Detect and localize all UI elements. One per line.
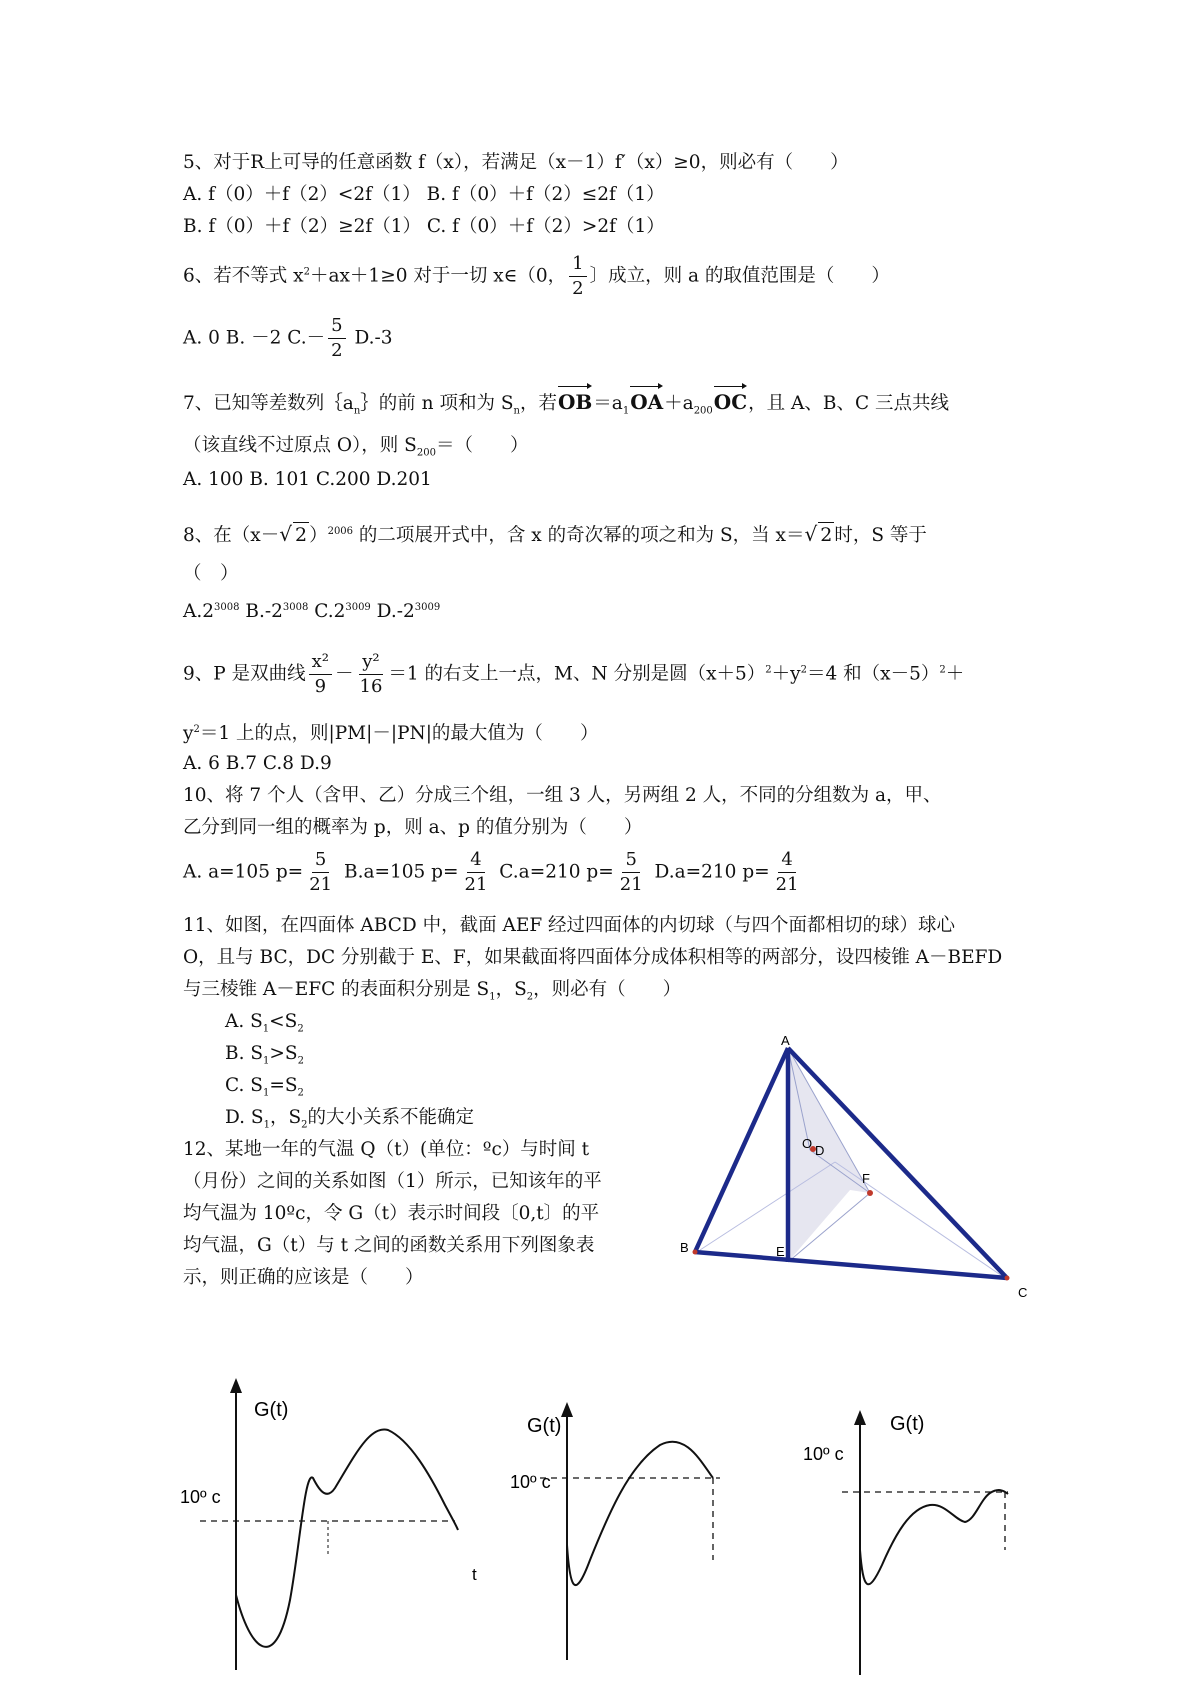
vector-ob: OB [557,390,593,414]
label-e: E [776,1244,785,1259]
q7-stem: 7、已知等差数列$\{a_n\}$的前 n 项和为 $S_n$，若$OB=a_1OA+a_{200}OC$，且 A、B、C 三点共线 [183,390,949,417]
q12-stem-1: 12、某地一年的气温 Q（t）(单位：ºc）与时间 t [183,1139,590,1160]
label-c: C [1018,1285,1028,1300]
graph2-label: G(t) [527,1415,562,1437]
graph-3 [790,1395,1030,1685]
q9-stem: 9、P 是双曲线 $\frac{\text{x²}}{9}$ － $\frac{\text{y²}}{16}$ ＝1 的右支上一点，M、N 分别是圆$(x+5)^2+y^2=4$ 和$(x-5)^2+$ [183,651,965,697]
q12-stem-3: 均气温为 10ºc，令 G（t）表示时间段〔0,t〕的平 [183,1203,600,1224]
q5-stem: 5、对于R上可导的任意函数 f（x），若满足（x－1）f′（x）≥0，则必有（ ） [183,152,849,173]
q9-fraction-x: $\frac{\text{x²}}{9}$ [309,650,332,699]
q11-option-b: B. $S_1>S_2$ [225,1043,304,1067]
graph1-t-label: t [472,1565,477,1584]
vector-oa: OA [630,390,664,414]
q8-options: $A.2^{3008}$ $B.-2^{3008}$ $C.2^{3009}$ $D.-2^{3009}$ [183,601,441,623]
point-f [867,1190,873,1196]
graph2-level: 10º c [510,1472,551,1492]
tetrahedron-figure [660,1030,1040,1300]
q8-stem-2: （ ） [183,563,239,584]
q10-fraction-a: $\frac{5}{21}$ [309,849,333,895]
point-c [1005,1276,1010,1281]
q9-stem-2: $y^2=1$ 上的点，则|PM|－|PN|的最大值为（ ） [183,723,599,745]
q10-fraction-c: $\frac{5}{21}$ [619,849,643,895]
graph-1 [150,1370,500,1690]
q10-fraction-b: $\frac{4}{21}$ [464,849,488,895]
q11-option-c: C. $S_1=S_2$ [225,1075,304,1099]
q5-options-2: B. f（0）＋f（2）≥2f（1） C. f（0）＋f（2）>2f（1） [183,216,665,237]
q11-stem-3: 与三棱锥 A－EFC 的表面积分别是 $S_1$，$S_2$，则必有（ ） [183,979,682,1003]
q12-stem-2: （月份）之间的关系如图（1）所示，已知该年的平 [183,1171,602,1192]
label-f: F [862,1171,870,1186]
label-b: B [680,1240,689,1255]
q6-option-fraction: $\frac{5}{2}$ [328,314,345,363]
q7-stem-2: （该直线不过原点 O），则 $S_{200}=$（ ） [183,435,529,459]
q11-option-a: A. $S_1<S_2$ [225,1011,304,1035]
q7-options: A. 100 B. 101 C.200 D.201 [183,469,432,490]
point-b [693,1250,698,1255]
graph-2 [500,1395,750,1685]
q9-options: A. 6 B.7 C.8 D.9 [183,753,332,774]
edge-bc [695,1252,1007,1278]
edge-ab [695,1048,788,1252]
q11-stem-2: O，且与 BC，DC 分别截于 E、F，如果截面将四面体分成体积相等的两部分，设四棱锥 A－BEFD [183,947,1003,968]
q10-options: A. a=105 p= $\frac{5}{21}$ B.a=105 p= $\frac{4}{21}$ C.a=210 p= $\frac{5}{21}$ D.a=210 p= $\frac{4}{21}$ [183,848,805,897]
label-a: A [781,1033,790,1048]
q9-fraction-y: $\frac{\text{y²}}{16}$ [359,651,383,697]
q6-stem: 6、若不等式 $x^2+ax+1\ge 0$ 对于一切 x∈（0， $\frac{1}{2}$ 〕成立，则 a 的取值范围是（ ） [183,253,890,299]
q11-option-d: D. $S_1$，$S_2$的大小关系不能确定 [225,1107,475,1131]
vector-oc: OC [713,390,748,414]
q10-fraction-d: $\frac{4}{21}$ [775,849,799,895]
label-o: O [802,1136,813,1151]
graph1-level: 10º c [180,1487,221,1507]
q12-stem-4: 均气温，G（t）与 t 之间的函数关系用下列图象表 [183,1235,595,1256]
graph3-label: G(t) [890,1413,925,1435]
q10-stem-1: 10、将 7 个人（含甲、乙）分成三个组，一组 3 人，另两组 2 人，不同的分组数为 a，甲、 [183,785,942,806]
label-d: D [815,1143,825,1158]
q5-options-1: A. f（0）＋f（2）<2f（1） B. f（0）＋f（2）≤2f（1） [183,184,665,205]
q6-fraction: $\frac{1}{2}$ [569,252,586,301]
q11-stem-1: 11、如图，在四面体 ABCD 中，截面 AEF 经过四面体的内切球（与四个面都相切的球）球心 [183,915,956,936]
graph1-label: G(t) [254,1399,289,1421]
q10-stem-2: 乙分到同一组的概率为 p，则 a、p 的值分别为（ ） [183,817,643,838]
q6-options: A. 0 B. －2 C.－ $\frac{5}{2}$ D.-3 [183,315,393,361]
q12-stem-5: 示，则正确的应该是（ ） [183,1267,424,1288]
q8-stem: 8、在（x－√ 2 ）$^{2006}$ 的二项展开式中，含 x 的奇次幂的项之和为 S，当 x＝√ 2 时，S 等于 [183,522,927,547]
graph3-level: 10º c [803,1444,844,1464]
